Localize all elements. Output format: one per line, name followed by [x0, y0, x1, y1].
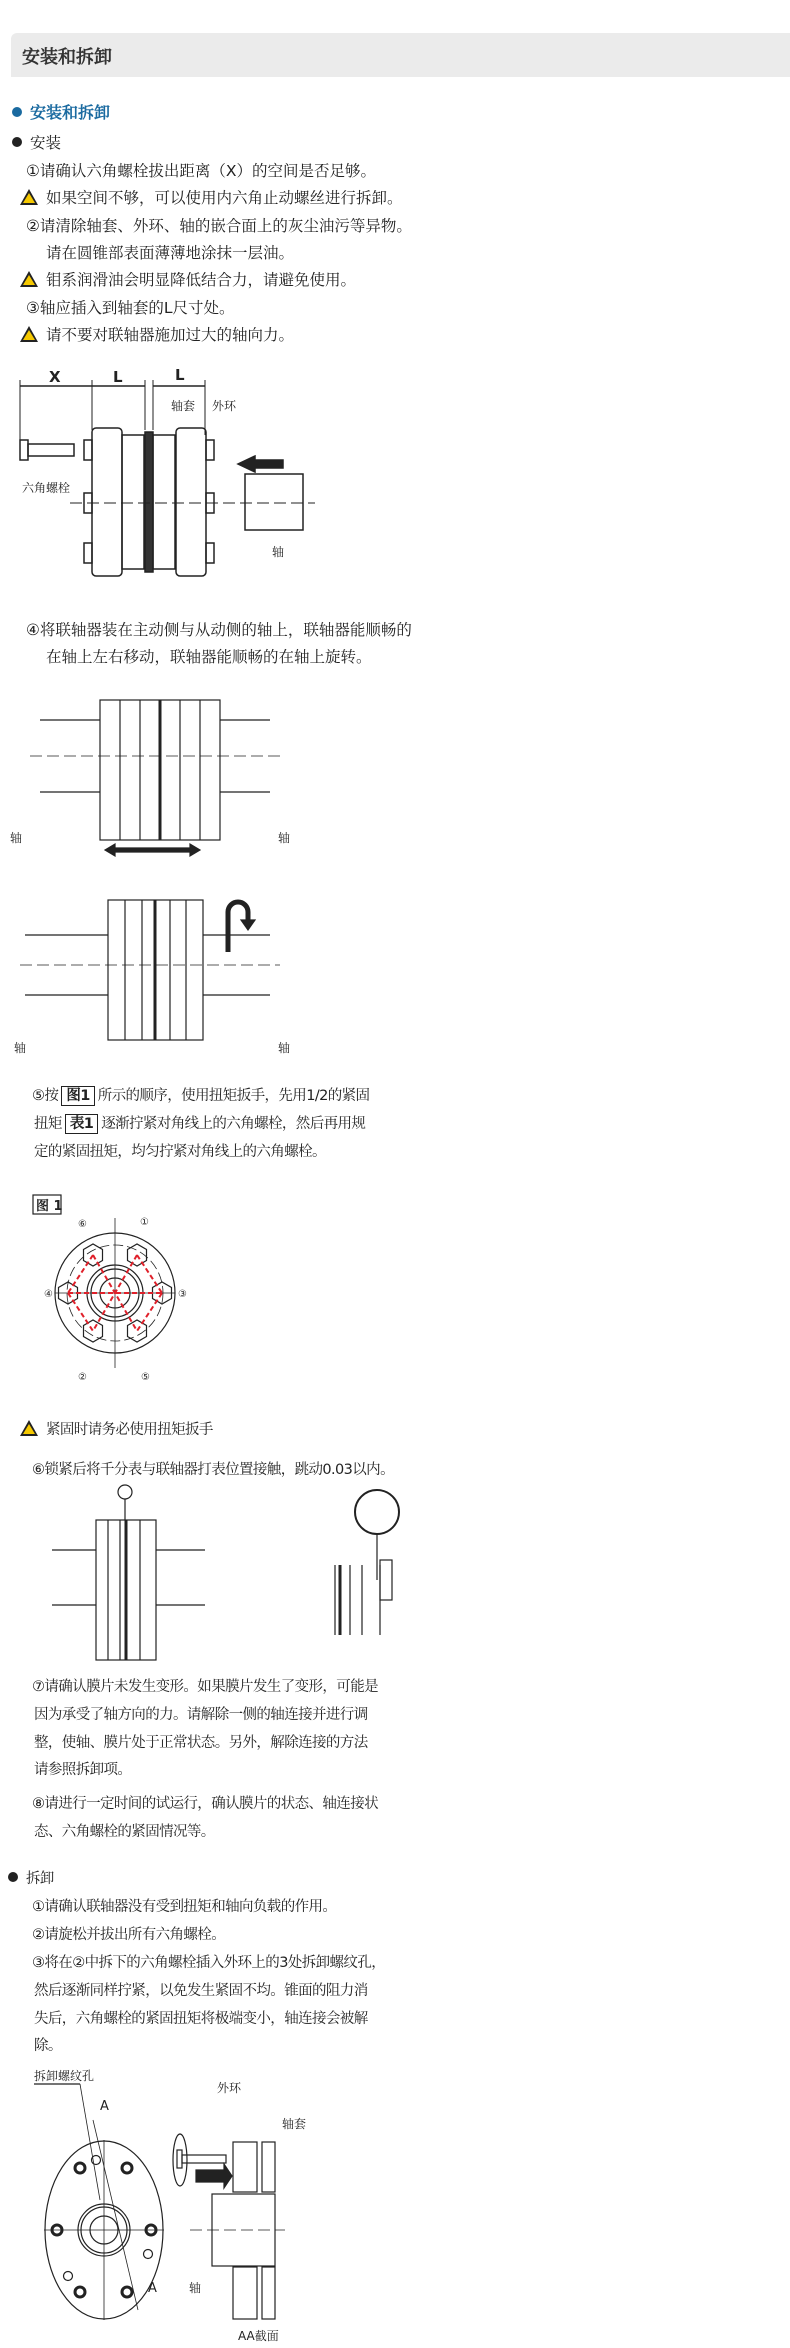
dim-l-label: L	[113, 368, 123, 386]
hex-bolt-label: 六角螺栓	[22, 481, 71, 495]
bullet-icon	[12, 107, 22, 117]
dim-x-label: X	[49, 368, 61, 386]
install-warn4	[20, 1420, 213, 1440]
sleeve-label: 轴套	[282, 2117, 307, 2131]
removal-heading	[8, 1869, 54, 1889]
dial-indicator-diagram	[0, 1480, 460, 1660]
removal-step3-cont: 失后，六角螺栓的紧固扭矩将极端变小，轴连接会被解	[34, 2011, 368, 2027]
sleeve-label: 轴套	[171, 399, 196, 413]
shaft-label: 轴	[278, 1041, 291, 1055]
dim-l-label: L	[175, 366, 185, 384]
text: 逐渐拧紧对角线上的六角螺栓，然后再用规	[101, 1116, 366, 1132]
install-step5-cont	[34, 1114, 365, 1134]
install-step4: ④将联轴器装在主动侧与从动侧的轴上，联轴器能顺畅的	[26, 621, 412, 639]
warn-text: 钼系润滑油会明显降低结合力，请避免使用。	[46, 271, 357, 289]
warn-text: 请不要对联轴器施加过大的轴向力。	[46, 326, 295, 344]
hex-bolt-icon	[84, 1320, 103, 1342]
bolt-tightening-order-diagram	[0, 1180, 200, 1390]
removal-heading-text: 拆卸	[26, 1871, 54, 1887]
text: 所示的顺序，使用扭矩扳手，先用1/2的紧固	[97, 1088, 370, 1104]
removal-hole-label: 拆卸螺纹孔	[34, 2069, 95, 2083]
section-title-text: 安装和拆卸	[30, 103, 111, 122]
coupling-installation-diagram	[0, 340, 330, 580]
install-warn1	[20, 188, 403, 208]
section-header	[11, 33, 790, 77]
bolt-order-3: ③	[178, 1289, 187, 1300]
bullet-icon	[8, 1872, 18, 1882]
shaft-label: 轴	[189, 2281, 202, 2295]
bullet-icon	[12, 137, 22, 147]
removal-step2: ②请旋松并拔出所有六角螺栓。	[32, 1927, 226, 1943]
removal-step1: ①请确认联轴器没有受到扭矩和轴向负载的作用。	[32, 1899, 337, 1915]
install-heading	[12, 133, 61, 153]
removal-diagram	[0, 2060, 320, 2348]
text: 扭矩	[34, 1116, 62, 1132]
bolt-order-4: ④	[44, 1289, 53, 1300]
hex-bolt-icon	[128, 1320, 147, 1342]
shaft-label: 轴	[14, 1041, 27, 1055]
install-warn2	[20, 270, 356, 290]
install-step5-cont2: 定的紧固扭矩，均匀拧紧对角线上的六角螺栓。	[34, 1144, 326, 1160]
install-step2-cont: 请在圆锥部表面薄薄地涂抹一层油。	[46, 244, 295, 262]
install-step8: ⑧请进行一定时间的试运行，确认膜片的状态、轴连接状	[32, 1796, 378, 1812]
warn-text: 如果空间不够，可以使用内六角止动螺丝进行拆卸。	[46, 189, 403, 207]
text: ⑤按	[32, 1088, 59, 1104]
install-step4-cont: 在轴上左右移动，联轴器能顺畅的在轴上旋转。	[46, 648, 372, 666]
removal-step3-cont: 除。	[34, 2038, 62, 2054]
install-step2: ②请清除轴套、外环、轴的嵌合面上的灰尘油污等异物。	[26, 217, 412, 235]
bolt-order-5: ⑤	[141, 1372, 150, 1383]
section-title	[12, 103, 110, 123]
removal-step3-cont: 然后逐渐同样拧紧，以免发生紧固不均。锥面的阻力消	[34, 1983, 368, 1999]
removal-step3: ③将在②中拆下的六角螺栓插入外环上的3处拆卸螺纹孔，	[32, 1955, 386, 1971]
install-step7-cont: 因为承受了轴方向的力。请解除一侧的轴连接并进行调	[34, 1707, 368, 1723]
shaft-label: 轴	[278, 831, 291, 845]
install-step7-cont: 请参照拆卸项。	[34, 1762, 132, 1778]
header-title: 安装和拆卸	[22, 47, 112, 68]
aa-section-label: AA截面	[238, 2329, 279, 2343]
install-step7-cont: 整，使轴、膜片处于正常状态。另外，解除连接的方法	[34, 1735, 368, 1751]
section-a-label: A	[148, 2281, 157, 2296]
install-step7: ⑦请确认膜片未发生变形。如果膜片发生了变形，可能是	[32, 1679, 378, 1695]
fig1-label: 图 1	[36, 1199, 63, 1214]
bolt-order-1: ①	[140, 1217, 149, 1228]
section-a-label: A	[100, 2099, 109, 2114]
install-step8-cont: 态、六角螺栓的紧固情况等。	[34, 1824, 215, 1840]
warn-text: 紧固时请务必使用扭矩扳手	[46, 1422, 213, 1438]
install-step5	[32, 1086, 369, 1106]
warning-icon	[20, 189, 38, 205]
install-step1: ①请确认六角螺栓拔出距离（X）的空间是否足够。	[26, 162, 377, 180]
bolt-order-6: ⑥	[78, 1219, 87, 1230]
outer-ring-label: 外环	[212, 399, 237, 413]
shaft-label: 轴	[10, 831, 23, 845]
table1-reference: 表1	[65, 1114, 98, 1134]
coupling-slide-diagram	[0, 680, 300, 870]
warning-icon	[20, 271, 38, 287]
coupling-rotate-diagram	[0, 890, 300, 1060]
bolt-order-2: ②	[78, 1372, 87, 1383]
outer-ring-label: 外环	[217, 2081, 242, 2095]
install-step6: ⑥锁紧后将千分表与联轴器打表位置接触，跳动0.03以内。	[32, 1462, 394, 1478]
install-step3: ③轴应插入到轴套的L尺寸处。	[26, 299, 235, 317]
fig1-reference: 图1	[61, 1086, 94, 1106]
warning-icon	[20, 1420, 38, 1436]
install-heading-text: 安装	[30, 134, 62, 152]
shaft-label: 轴	[272, 545, 285, 559]
